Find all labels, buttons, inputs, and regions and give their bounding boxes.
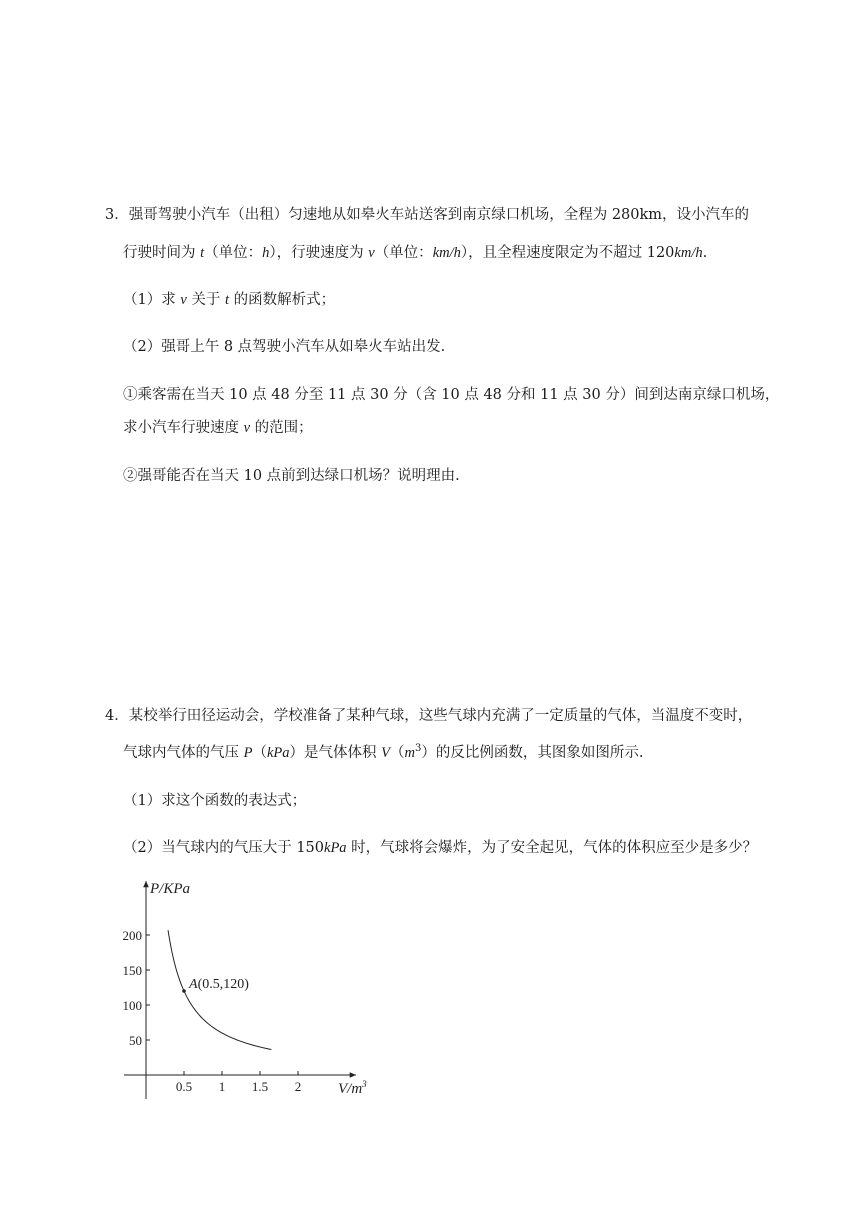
x-axis-label: $V/m^3$	[338, 1079, 367, 1097]
y-tick-label: 150	[122, 963, 142, 978]
text: （单位：	[204, 245, 263, 261]
unit-kmh: km/h	[674, 245, 703, 261]
text: 行驶时间为	[123, 245, 201, 261]
pressure-volume-graph	[108, 875, 388, 1105]
problem4-line2	[123, 743, 643, 763]
problem3-line1: 3．强哥驾驶小汽车（出租）匀速地从如皋火车站送客到南京绿口机场，全程为 280km，设小汽车的	[105, 207, 750, 223]
unit-h: h	[262, 245, 270, 261]
var-v: v	[180, 292, 187, 308]
problem4-q1: （1）求这个函数的表达式；	[123, 793, 307, 809]
var-t: t	[200, 245, 205, 261]
x-tick-label: 1.5	[251, 1079, 269, 1094]
problem3-q2-1-line1: ①乘客需在当天 10 点 48 分至 11 点 30 分（含 10 点 48 分和 11 点 30 分）间到达南京绿口机场，	[123, 387, 780, 403]
var-P: P	[243, 745, 253, 761]
point-a-label: A(0.5,120)	[189, 977, 249, 992]
text: （单位：	[374, 245, 433, 261]
y-tick-label: 100	[122, 998, 142, 1013]
problem3-q2-2: ②强哥能否在当天 10 点前到达绿口机场？说明理由.	[123, 468, 460, 484]
unit-kpa: kPa	[266, 745, 290, 761]
problem3-q2: （2）强哥上午 8 点驾驶小汽车从如皋火车站出发.	[123, 339, 446, 355]
unit-kmh: km/h	[432, 245, 461, 261]
var-t: t	[225, 292, 230, 308]
text: 气球内气体的气压	[123, 745, 244, 761]
unit-kpa: kPa	[324, 840, 347, 856]
y-axis-label: P/KPa	[150, 881, 190, 897]
y-tick-label: 200	[122, 928, 142, 943]
text: ）是气体体积	[289, 745, 382, 761]
problem3-q1	[123, 290, 335, 310]
var-V: V	[381, 745, 390, 761]
text: 时，气球将会爆炸，为了安全起见，气体的体积应至少是多少？	[346, 840, 758, 856]
text: （2）当气球内的气压大于 150	[123, 840, 325, 856]
exponent: 3	[414, 743, 422, 755]
point-a	[182, 989, 186, 993]
var-v: v	[243, 420, 251, 436]
text: （1）求	[123, 292, 181, 308]
x-tick-label: 0.5	[175, 1079, 193, 1094]
text: （	[389, 745, 405, 761]
text: 关于	[186, 292, 225, 308]
text: ），且全程速度限定为不超过 120	[460, 245, 675, 261]
var-v: v	[368, 245, 375, 261]
problem4-q2	[123, 838, 757, 858]
text: ），行驶速度为	[269, 245, 369, 261]
x-tick-label: 1	[218, 1079, 226, 1094]
text: 求小汽车行驶速度	[123, 420, 244, 436]
problem4-line1: 4．某校举行田径运动会，学校准备了某种气球，这些气球内充满了一定质量的气体，当温度不变时，	[105, 708, 753, 724]
problem3-q2-1-line2	[123, 418, 313, 438]
unit-m: m	[404, 745, 415, 761]
text: 的函数解析式；	[229, 292, 336, 308]
text: 的范围；	[250, 420, 313, 436]
text: ）的反比例函数，其图象如图所示.	[421, 745, 644, 761]
problem3-line2	[123, 243, 707, 263]
y-tick-label: 50	[129, 1033, 142, 1048]
text: （	[252, 745, 267, 761]
x-tick-label: 2	[294, 1079, 302, 1094]
text: .	[702, 245, 708, 261]
